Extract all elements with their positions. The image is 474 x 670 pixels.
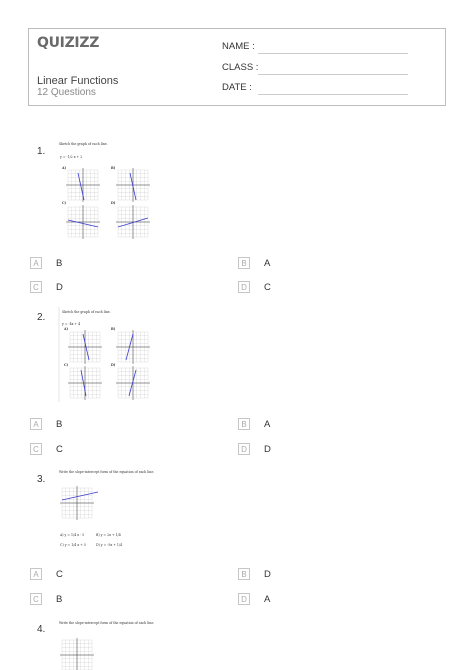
class-label: CLASS : (222, 62, 259, 73)
panel-label: B) (111, 166, 116, 170)
question-equation: y = -4x + 4 (62, 322, 81, 326)
option-letter: B (238, 568, 250, 580)
answer-option[interactable] (238, 257, 270, 269)
answer-option[interactable] (30, 443, 63, 455)
answer-choice: D) y = -5x + 1/4 (96, 543, 123, 547)
option-letter: B (238, 418, 250, 430)
option-text: B (56, 257, 63, 269)
panel-label: A) (62, 166, 66, 170)
answer-option[interactable] (30, 257, 62, 269)
option-text: D (56, 281, 63, 293)
panel-label: D) (111, 363, 116, 367)
answer-option[interactable] (238, 418, 270, 430)
graph-panel-d (116, 205, 150, 239)
quizizz-logo: QUIZIZZ (37, 35, 100, 51)
option-text: D (264, 443, 271, 455)
question-number: 3. (37, 474, 46, 485)
answer-choice: B) y = 2x + 1/4 (96, 533, 121, 537)
date-label: DATE : (222, 82, 252, 93)
answer-choice: C) y = 1/4 x + 5 (60, 543, 86, 547)
panel-label: A) (64, 327, 68, 331)
option-letter: B (238, 257, 250, 269)
question-2-image (56, 306, 156, 404)
option-letter: C (30, 443, 42, 455)
graph-line (62, 492, 98, 500)
answer-option[interactable] (30, 593, 62, 605)
option-letter: D (238, 593, 250, 605)
answer-option[interactable] (238, 281, 271, 293)
option-letter: C (30, 593, 42, 605)
answer-choice: A) y = 1/4 x - 5 (60, 533, 85, 537)
question-prompt: Sketch the graph of each line. (59, 142, 108, 146)
answer-option[interactable] (30, 418, 62, 430)
question-prompt: Write the slope-intercept form of the equation of each line. (59, 621, 155, 625)
option-letter: D (238, 443, 250, 455)
question-count: 12 Questions (37, 87, 96, 98)
option-text: B (56, 593, 63, 605)
question-3-image (56, 466, 156, 556)
graph-panel-c (66, 205, 100, 239)
option-text: D (264, 568, 271, 580)
question-number: 4. (37, 624, 46, 635)
answer-option[interactable] (238, 568, 271, 580)
option-letter: D (238, 281, 250, 293)
panel-label: B) (111, 327, 116, 331)
option-text: A (264, 418, 271, 430)
option-text: B (56, 418, 63, 430)
option-text: A (264, 257, 271, 269)
question-1-image (56, 140, 156, 242)
question-equation: y = -1/2 x + 2 (60, 155, 83, 159)
option-letter: A (30, 418, 42, 430)
question-number: 2. (37, 312, 46, 323)
graph-panel (60, 486, 94, 520)
class-field[interactable] (258, 74, 408, 75)
answer-option[interactable] (238, 443, 271, 455)
option-text: C (264, 281, 271, 293)
name-field[interactable] (258, 53, 408, 54)
option-letter: A (30, 257, 42, 269)
panel-label: C) (64, 363, 69, 367)
question-4-image (56, 618, 156, 670)
graph-panel-a (68, 330, 102, 364)
question-number: 1. (37, 146, 46, 157)
panel-label: D) (111, 201, 116, 205)
question-prompt: Write the slope-intercept form of the equation of each line. (59, 470, 155, 474)
answer-option[interactable] (238, 593, 270, 605)
option-letter: A (30, 568, 42, 580)
panel-label: C) (62, 201, 67, 205)
date-field[interactable] (258, 94, 408, 95)
graph-panel-d (116, 366, 150, 400)
question-prompt: Sketch the graph of each line. (62, 310, 111, 314)
answer-option[interactable] (30, 568, 63, 580)
option-text: C (56, 443, 63, 455)
graph-panel-c (68, 366, 102, 400)
answer-option[interactable] (30, 281, 63, 293)
worksheet-title: Linear Functions (37, 75, 119, 87)
option-text: C (56, 568, 63, 580)
option-text: A (264, 593, 271, 605)
option-letter: C (30, 281, 42, 293)
name-label: NAME : (222, 41, 255, 52)
graph-panel (60, 638, 94, 670)
